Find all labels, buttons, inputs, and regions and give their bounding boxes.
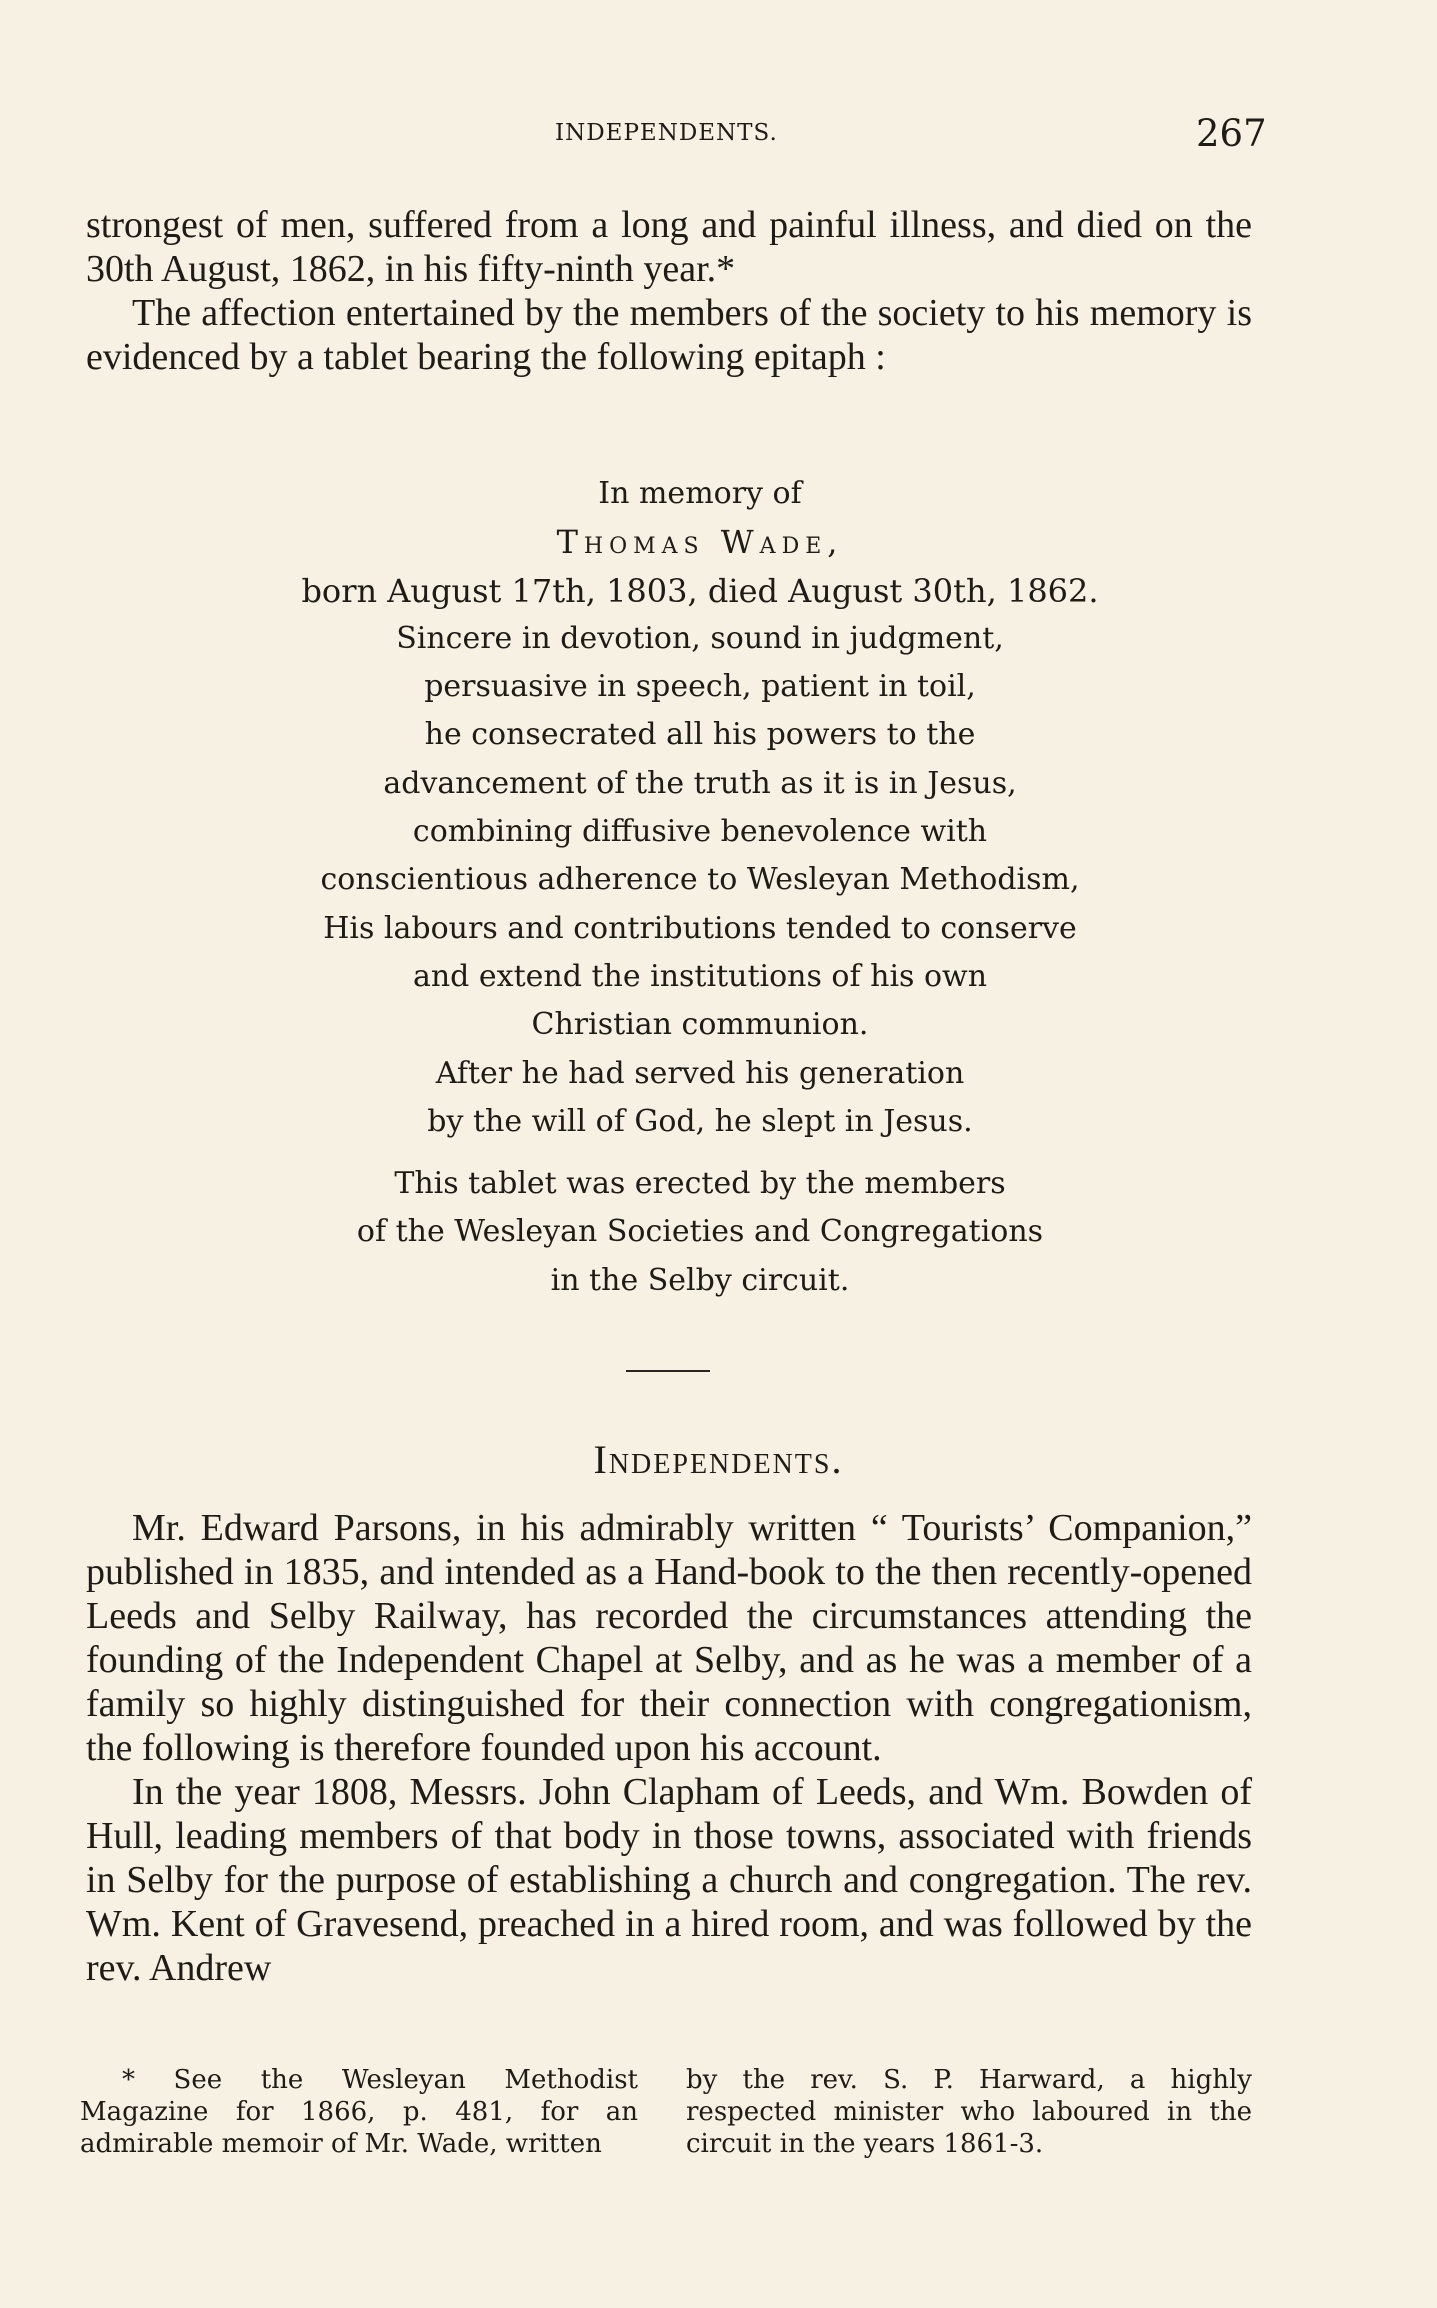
page-number: 267	[1196, 112, 1267, 155]
erected-line: This tablet was erected by the members	[394, 1166, 1006, 1202]
epitaph-line: Christian communion.	[531, 1007, 869, 1043]
epitaph-line: born August 17th, 1803, died August 30th, 1862.	[301, 571, 1099, 610]
running-head	[0, 112, 1437, 155]
section-heading: Independents.	[593, 1437, 844, 1482]
footnote-text-right: by the rev. S. P. Harward, a highly respected minister who laboured in the circuit in the years 1861-3.	[686, 2065, 1252, 2159]
epitaph-line: and extend the institutions of his own	[412, 958, 988, 994]
erected-line: of the Wesleyan Societies and Congregations	[356, 1214, 1044, 1250]
epitaph-line: In memory of	[598, 476, 802, 511]
epitaph-line: he consecrated all his powers to the	[424, 717, 976, 753]
epitaph-erected	[200, 1160, 1200, 1305]
epitaph-line: After he had served his generation	[435, 1055, 965, 1091]
intro-text	[86, 203, 1252, 379]
epitaph-line: advancement of the truth as it is in Jesus,	[383, 765, 1017, 801]
running-title: INDEPENDENTS.	[555, 120, 778, 146]
epitaph-line: combining diffusive benevolence with	[412, 814, 988, 850]
footnote-column-left	[80, 2064, 638, 2160]
epitaph-name: Thomas Wade,	[556, 523, 844, 562]
intro-paragraph-2: The affection entertained by the members of the society to his memory is evidenced by a tablet bearing the following epitaph :	[86, 292, 1252, 378]
section-divider	[626, 1370, 710, 1372]
footnote-text-left: * See the Wesleyan Methodist Magazine for 1866, p. 481, for an admirable memoir of Mr. Wade, written	[80, 2065, 638, 2159]
intro-paragraph-1: strongest of men, suffered from a long and painful illness, and died on the 30th August, 1862, in his fifty-ninth year.*	[86, 204, 1252, 290]
main-paragraph-1: Mr. Edward Parsons, in his admirably written “ Tourists’ Companion,” published in 1835, and intended as a Hand-book to the then recently-opened Leeds and Selby Railway, has recorded the circumstances attending the founding of the Independent Chapel at Selby, and as he was a member of a family so highly distinguished for their connection with congregationism, the following is therefore founded upon his account.	[86, 1507, 1252, 1769]
epitaph-line: by the will of God, he slept in Jesus.	[427, 1103, 973, 1139]
epitaph-line: His labours and contributions tended to conserve	[323, 910, 1077, 946]
main-paragraph-2: In the year 1808, Messrs. John Clapham of Leeds, and Wm. Bowden of Hull, leading members of that body in those towns, associated with friends in Selby for the purpose of establishing a church and congregation. The rev. Wm. Kent of Gravesend, preached in a hired room, and was followed by the rev. Andrew	[86, 1771, 1252, 1989]
epitaph-line: Sincere in devotion, sound in judgment,	[396, 620, 1004, 656]
epitaph-line: persuasive in speech, patient in toil,	[424, 669, 976, 705]
main-text	[86, 1506, 1252, 1990]
epitaph-line: conscientious adherence to Wesleyan Methodism,	[320, 862, 1080, 898]
footnote-column-right	[686, 2064, 1252, 2160]
epitaph-inscription	[200, 470, 1200, 1305]
erected-line: in the Selby circuit.	[550, 1262, 850, 1298]
